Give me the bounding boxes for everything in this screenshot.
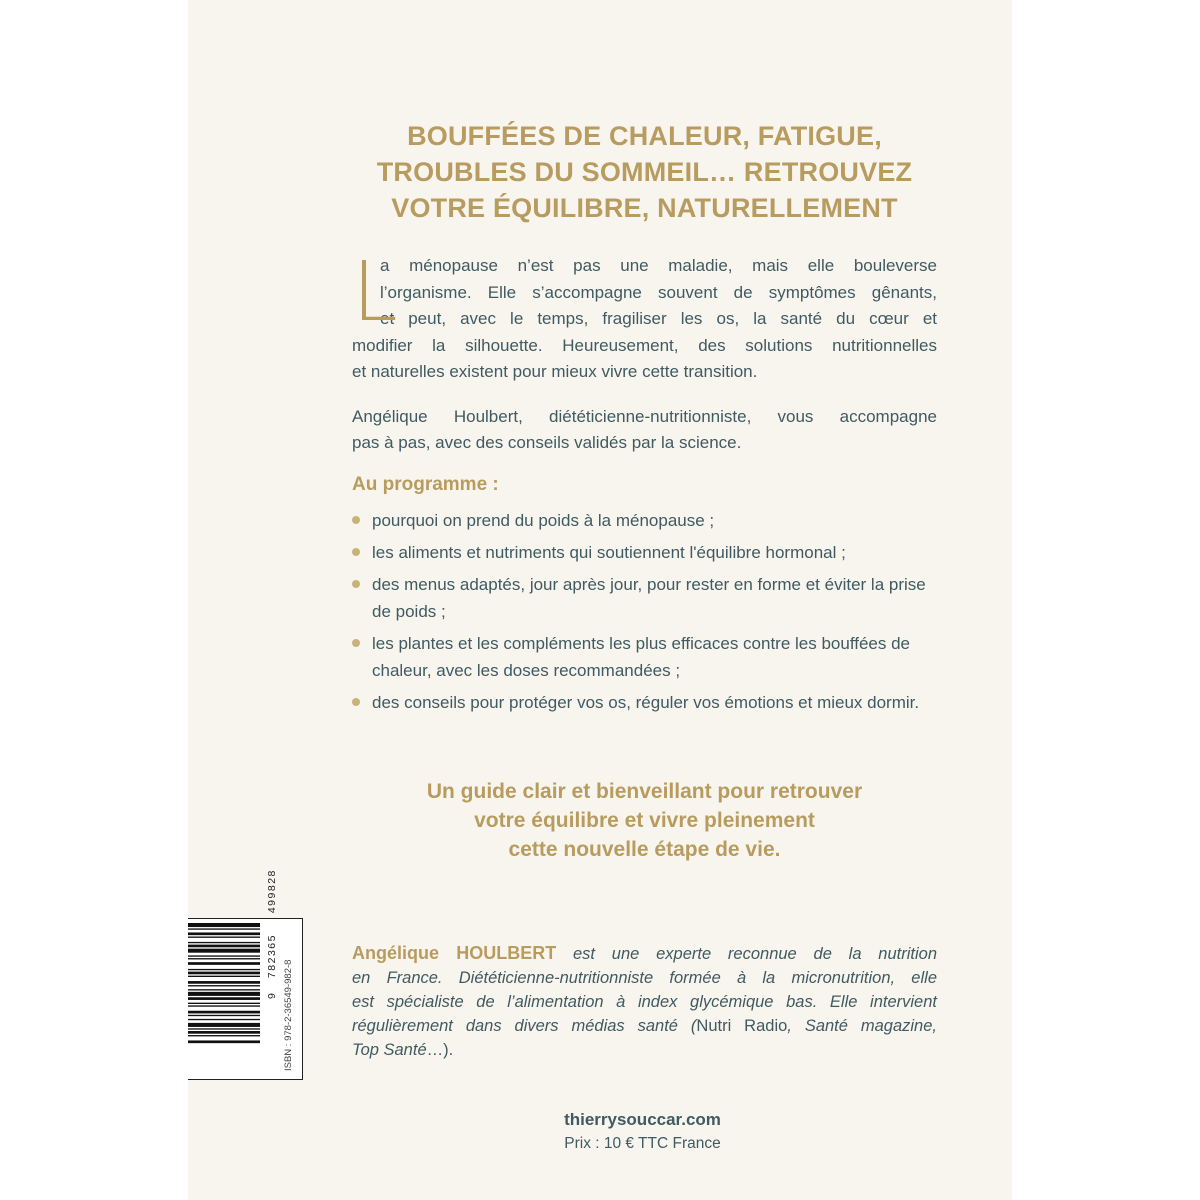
list-item-text: les aliments et nutriments qui soutiennent l'équilibre hormonal ; [372,543,846,562]
barcode-bar [188,1035,260,1036]
barcode-digit-first: 9 [266,993,278,999]
headline-line-2: TROUBLES DU SOMMEIL… RETROUVEZ [376,157,913,187]
barcode-bar [188,985,260,986]
intro-p2-line-2: pas à pas, avec des conseils validés par la science. [352,433,742,452]
barcode-bar [188,923,260,927]
list-item [352,507,942,534]
author-bio-line-1 [352,941,937,966]
headline [352,118,937,226]
barcode-bar [188,981,260,984]
drop-cap: L [352,245,398,340]
intro-text [352,245,937,457]
bullet-icon [352,580,360,588]
list-item-text: des conseils pour protéger vos os, réguler vos émotions et mieux dormir. [372,693,920,712]
author-bio-text-5a: Top Santé [352,1041,427,1059]
intro-line-5: et naturelles existent pour mieux vivre cette transition. [352,362,758,381]
price-label: Prix : 10 € TTC France [564,1135,721,1152]
author-bio-line-4 [352,1014,937,1038]
intro-line-3: et peut, avec le temps, fragiliser les os, la santé du cœur et [380,309,937,328]
barcode-bar [188,932,260,935]
author-bio-text-1: est une experte reconnue de la nutrition [556,945,937,963]
closing-line-2: votre équilibre et vivre pleinement [474,809,815,832]
list-item-text: pourquoi on prend du poids à la ménopause ; [372,511,715,530]
barcode-bar [188,969,260,970]
barcode-bar [188,1028,260,1029]
barcode-digits [266,869,278,999]
barcode-bars [188,919,268,1077]
barcode-bar [188,937,260,938]
list-item-text: les plantes et les compléments les plus efficaces contre les bouffées de chaleur, avec les doses recommandées ; [372,634,911,680]
author-bio [352,941,937,1062]
media-name: Nutri Radio [696,1017,788,1035]
author-bio-line-3: est spécialiste de l’alimentation à index glycémique bas. Elle intervient [352,993,937,1011]
headline-line-1: BOUFFÉES DE CHALEUR, FATIGUE, [407,121,882,151]
barcode-bar [188,1015,260,1016]
author-bio-line-2: en France. Diététicienne-nutritionniste formée à la micronutrition, elle [352,969,937,987]
barcode-bar [188,972,260,975]
barcode-bar [188,1023,260,1027]
list-item [352,689,942,716]
barcode-bar [188,955,260,956]
barcode-digits-left: 782365 [266,934,278,979]
barcode-bar [188,1019,260,1020]
barcode-bar [188,992,260,996]
author-bio-text-4c: , Santé magazine, [787,1017,937,1035]
barcode-bar [188,997,260,1000]
program-list [352,507,942,721]
intro-line-2: l’organisme. Elle s’accompagne souvent de symptômes gênants, [380,282,937,302]
barcode-bar [188,976,260,977]
list-item [352,571,942,625]
barcode-bar [188,945,260,948]
bullet-icon [352,548,360,556]
barcode-bar [188,928,260,929]
publisher-footer [500,1107,785,1155]
barcode-bar [188,1011,260,1014]
list-item-text: des menus adaptés, jour après jour, pour rester en forme et éviter la prise de poids ; [372,575,926,621]
headline-line-3: VOTRE ÉQUILIBRE, NATURELLEMENT [391,193,898,223]
barcode-bar [188,1040,260,1043]
intro-line-4: modifier la silhouette. Heureusement, des solutions nutritionnelles [352,335,937,355]
list-item [352,630,942,684]
isbn-number: ISBN : 978-2-36549-982-8 [283,959,294,1071]
author-bio-text-5b: …). [426,1041,454,1059]
publisher-website: thierrysouccar.com [564,1110,721,1129]
bullet-icon [352,516,360,524]
isbn-barcode [188,869,303,1080]
barcode-bar [188,989,260,990]
closing-line-3: cette nouvelle étape de vie. [508,838,781,861]
barcode-bar [188,1031,260,1034]
list-item [352,539,942,566]
author-name: Angélique HOULBERT [352,943,557,963]
barcode-digits-right: 499828 [266,869,278,914]
intro-p2-line-1: Angélique Houlbert, diététicienne-nutritionniste, vous accompagne [352,406,937,426]
barcode-bar [188,1003,260,1004]
barcode-bar [188,1005,260,1006]
author-bio-line-5 [352,1038,937,1062]
barcode-bar [188,958,260,959]
intro-paragraph-1 [352,245,937,386]
bullet-icon [352,698,360,706]
closing-statement [352,777,937,864]
intro-paragraph-2 [352,404,937,457]
author-bio-text-4a: régulièrement dans divers médias santé ( [352,1017,697,1035]
barcode-bar [188,942,260,943]
intro-line-1: a ménopause n’est pas une maladie, mais elle bouleverse [380,256,937,275]
closing-line-1: Un guide clair et bienveillant pour retrouver [426,780,863,803]
barcode-bar [188,962,260,965]
barcode-bar [188,949,260,953]
program-title: Au programme : [352,474,499,495]
bullet-icon [352,639,360,647]
